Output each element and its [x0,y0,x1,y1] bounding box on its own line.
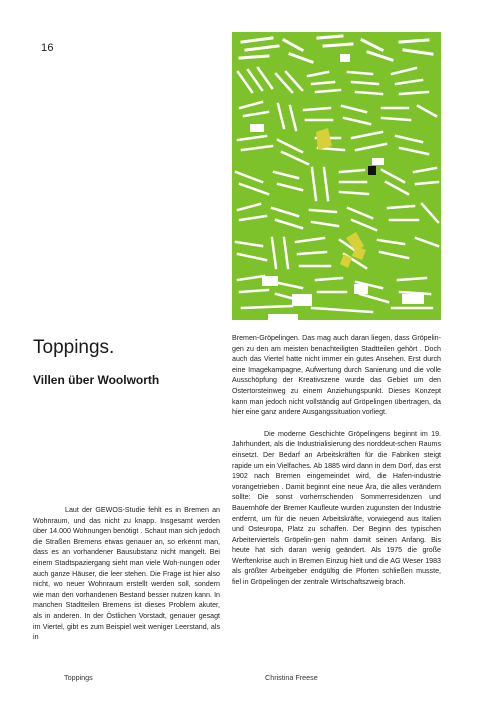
footer-left: Toppings [64,673,93,682]
body-column-left [33,505,220,643]
body-paragraph: Die moderne Geschichte Gröpelingens beginnt im 19. Jahrhundert, als die Industrialisierung des norddeut-schen Raums einsetzt. Der Bedarf an Arbeitskräften für die Fabriken steigt rapide um ein Vielfaches. Ab 1885 wird dann in dem Dorf, das erst 1902 nach Bremen eingemeindet wird, die Hafen-industrie vorangetrieben . Damit beginnt eine neue Ära, die alles verändern sollte: Die sonst vorherrschenden Sommerresidenzen und Bauernhöfe der Bremer Kaufleute wurden zugunsten der Industrie entfernt, um für die neuen Arbeitskräfte, vorwiegend aus Italien und Osteuropa, Platz zu schaffen. Der Beginn des typischen Arbeiterviertels Gröpelin-gen nahm damit seinen Anfang. Bis heute hat sich daran wenig geändert. Als 1975 die große Werftenkrise auch in Bremen Einzug hielt und die AG Weser 1983 als größter Arbeitgeber endgültig die Pforten schließen musste, fiel in Gröpelingen der zentrale Wirtschaftszweig brach. [232,429,441,587]
city-map-figure-ground-icon [232,32,441,320]
body-paragraph: Laut der GEWOS-Studie fehlt es in Bremen an Wohnraum, und das nicht zu knapp. Insgesamt werden über 14.000 Wohnungen benötigt . Schaut man sich jedoch die Straßen Bremens etwas genauer an, so erkennt man, dass es an vorhandener Bausubstanz nicht mangelt. Bei einem Stadtspaziergang sieht man viele Woh-nungen oder auch ganze Häuser, die leer stehen. Die Frage ist hier also nicht, wo neuer Wohnraum erstellt werden soll, sondern wie man den vorhandenen Bestand besser nutzen kann. In manchen Stadtteilen Bremens ist dieses Problem akuter, als in anderen. In der Östlichen Vorstadt, genauer gesagt im Viertel, gibt es zum Beispiel weit weniger Leerstand, als in [33,506,220,642]
city-map-figure [232,32,441,320]
body-paragraph: Bremen-Gröpelingen. Das mag auch daran liegen, dass Gröpelin-gen zu den am meisten benachteiligten Stadtteilen gehört . Doch auch das Viertel hatte nicht immer ein gutes Ansehen. Erst durch eine Imagekampagne, Aufwertung durch Sanierung und die volle Ausschöpfung der Kreativszene wurde das Gebiet um den Ostertorsteinweg zu einem Anziehungspunkt. Dieses Konzept kann man jedoch nicht vollständig auf Gröpelingen übertragen, da hier eine ganz andere Ausgangssituation vorliegt. [232,334,441,417]
body-column-right [232,333,441,588]
article-title: Toppings. [33,337,115,358]
footer-author: Christina Freese [265,673,318,682]
page-number: 16 [41,42,54,54]
article-subtitle: Villen über Woolworth [33,373,160,387]
